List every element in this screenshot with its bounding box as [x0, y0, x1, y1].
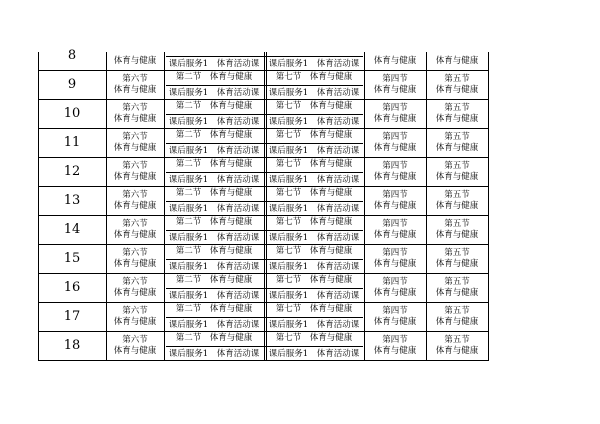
period-subject-label: 第二节 体育与健康 [175, 217, 253, 227]
column-border-inner [266, 52, 267, 70]
column-border [364, 302, 365, 331]
after-school-label: 课后服务1 体育活动课 [268, 261, 360, 272]
period-subject-label: 第二节 体育与健康 [175, 333, 253, 343]
after-school-label: 课后服务1 体育活动课 [168, 174, 260, 185]
column-border [164, 215, 165, 244]
after-school-label: 课后服务1 体育活动课 [168, 87, 260, 98]
after-school-label: 课后服务1 体育活动课 [168, 203, 260, 214]
column-border [264, 186, 265, 215]
column-border [164, 302, 165, 331]
subject-label: 体育与健康 [435, 230, 479, 240]
period-label: 第六节 [122, 335, 148, 345]
after-school-label: 课后服务1 体育活动课 [168, 348, 260, 359]
column-border [488, 157, 489, 186]
subject-label: 体育与健康 [435, 259, 479, 269]
period-subject-label: 第二节 体育与健康 [175, 130, 253, 140]
column-border [38, 157, 39, 186]
subject-label: 体育与健康 [113, 288, 157, 298]
subject-label: 体育与健康 [113, 346, 157, 356]
column-border-inner [266, 273, 267, 302]
column-border [426, 70, 427, 99]
after-school-label: 课后服务1 体育活动课 [268, 174, 360, 185]
period-subject-label: 第二节 体育与健康 [175, 188, 253, 198]
column-border [38, 331, 39, 360]
column-border [264, 99, 265, 128]
subject-label: 体育与健康 [373, 143, 417, 153]
column-border-inner [266, 186, 267, 215]
column-border [106, 331, 107, 360]
column-border [426, 186, 427, 215]
period-label: 第五节 [444, 306, 470, 316]
subject-label: 体育与健康 [373, 288, 417, 298]
column-border [426, 273, 427, 302]
period-label: 第五节 [444, 190, 470, 200]
column-border [364, 331, 365, 360]
column-border [106, 157, 107, 186]
period-label: 第四节 [382, 103, 408, 113]
after-school-label: 课后服务1 体育活动课 [268, 145, 360, 156]
period-label: 第四节 [382, 190, 408, 200]
period-label: 第四节 [382, 219, 408, 229]
column-border [106, 128, 107, 157]
column-border [164, 128, 165, 157]
subject-label: 体育与健康 [373, 172, 417, 182]
column-border [264, 52, 265, 70]
period-label: 第四节 [382, 161, 408, 171]
column-border [38, 302, 39, 331]
column-border [364, 52, 365, 70]
column-border-inner [266, 215, 267, 244]
column-border [38, 215, 39, 244]
column-border [426, 99, 427, 128]
subject-label: 体育与健康 [435, 143, 479, 153]
period-subject-label: 第七节 体育与健康 [275, 130, 353, 140]
column-border [38, 128, 39, 157]
column-border [106, 273, 107, 302]
column-border [264, 244, 265, 273]
after-school-label: 课后服务1 体育活动课 [168, 290, 260, 301]
column-border-inner [266, 70, 267, 99]
column-border [264, 215, 265, 244]
row-number: 11 [63, 134, 81, 150]
column-border [106, 302, 107, 331]
row-border [38, 360, 489, 361]
period-label: 第五节 [444, 335, 470, 345]
column-border [164, 157, 165, 186]
column-border [106, 244, 107, 273]
column-border-inner [266, 99, 267, 128]
subject-label: 体育与健康 [373, 201, 417, 211]
period-label: 第四节 [382, 277, 408, 287]
subject-label: 体育与健康 [113, 114, 157, 124]
column-border [488, 52, 489, 70]
column-border [264, 273, 265, 302]
period-label: 第六节 [122, 132, 148, 142]
column-border [364, 70, 365, 99]
subject-label: 体育与健康 [113, 172, 157, 182]
subject-label: 体育与健康 [113, 85, 157, 95]
period-label: 第五节 [444, 161, 470, 171]
after-school-label: 课后服务1 体育活动课 [168, 58, 260, 69]
row-number: 14 [63, 221, 81, 237]
period-label: 第六节 [122, 248, 148, 258]
column-border-inner [266, 157, 267, 186]
row-number: 10 [63, 105, 81, 121]
after-school-label: 课后服务1 体育活动课 [268, 87, 360, 98]
column-border [426, 52, 427, 70]
column-border [164, 99, 165, 128]
column-border [164, 273, 165, 302]
column-border [364, 99, 365, 128]
period-label: 第六节 [122, 103, 148, 113]
column-border [488, 302, 489, 331]
column-border [264, 157, 265, 186]
column-border [38, 186, 39, 215]
subject-label: 体育与健康 [435, 201, 479, 211]
after-school-label: 课后服务1 体育活动课 [268, 348, 360, 359]
column-border [364, 273, 365, 302]
column-border [488, 186, 489, 215]
period-label: 第五节 [444, 248, 470, 258]
period-label: 第六节 [122, 306, 148, 316]
subject-label: 体育与健康 [113, 317, 157, 327]
column-border [264, 302, 265, 331]
subject-label: 体育与健康 [373, 56, 417, 66]
period-label: 第四节 [382, 74, 408, 84]
column-border [106, 186, 107, 215]
column-border [38, 244, 39, 273]
subject-label: 体育与健康 [373, 114, 417, 124]
subject-label: 体育与健康 [113, 143, 157, 153]
column-border-inner [266, 244, 267, 273]
column-border [264, 70, 265, 99]
period-subject-label: 第七节 体育与健康 [275, 159, 353, 169]
period-subject-label: 第二节 体育与健康 [175, 304, 253, 314]
column-border [488, 244, 489, 273]
period-subject-label: 第七节 体育与健康 [275, 217, 353, 227]
column-border [38, 70, 39, 99]
column-border [106, 52, 107, 70]
column-border [426, 157, 427, 186]
subject-label: 体育与健康 [435, 56, 479, 66]
subject-label: 体育与健康 [435, 346, 479, 356]
subject-label: 体育与健康 [435, 114, 479, 124]
period-label: 第四节 [382, 306, 408, 316]
row-number: 18 [63, 337, 81, 353]
period-label: 第五节 [444, 74, 470, 84]
column-border [364, 128, 365, 157]
subject-label: 体育与健康 [373, 317, 417, 327]
period-label: 第五节 [444, 103, 470, 113]
row-number: 16 [63, 279, 81, 295]
column-border [488, 99, 489, 128]
column-border [426, 302, 427, 331]
after-school-label: 课后服务1 体育活动课 [268, 232, 360, 243]
column-border [164, 186, 165, 215]
period-label: 第五节 [444, 277, 470, 287]
subject-label: 体育与健康 [113, 201, 157, 211]
subject-label: 体育与健康 [435, 317, 479, 327]
column-border-inner [266, 128, 267, 157]
period-subject-label: 第二节 体育与健康 [175, 101, 253, 111]
column-border [38, 273, 39, 302]
after-school-label: 课后服务1 体育活动课 [168, 319, 260, 330]
row-number: 13 [63, 192, 81, 208]
column-border [164, 70, 165, 99]
subject-label: 体育与健康 [373, 230, 417, 240]
subject-label: 体育与健康 [435, 172, 479, 182]
row-number: 8 [67, 47, 77, 63]
column-border [488, 128, 489, 157]
column-border [426, 128, 427, 157]
period-label: 第四节 [382, 335, 408, 345]
after-school-label: 课后服务1 体育活动课 [268, 319, 360, 330]
column-border [264, 128, 265, 157]
subject-label: 体育与健康 [373, 85, 417, 95]
row-number: 15 [63, 250, 81, 266]
column-border [488, 70, 489, 99]
column-border [488, 331, 489, 360]
column-border [488, 273, 489, 302]
row-number: 9 [67, 76, 77, 92]
column-border [38, 52, 39, 70]
period-label: 第六节 [122, 190, 148, 200]
after-school-label: 课后服务1 体育活动课 [168, 261, 260, 272]
subject-label: 体育与健康 [435, 288, 479, 298]
period-label: 第六节 [122, 74, 148, 84]
subject-label: 体育与健康 [373, 259, 417, 269]
period-subject-label: 第七节 体育与健康 [275, 333, 353, 343]
column-border [164, 52, 165, 70]
column-border [38, 99, 39, 128]
period-subject-label: 第二节 体育与健康 [175, 246, 253, 256]
period-subject-label: 第七节 体育与健康 [275, 188, 353, 198]
subject-label: 体育与健康 [113, 56, 157, 66]
after-school-label: 课后服务1 体育活动课 [268, 290, 360, 301]
column-border [488, 215, 489, 244]
period-label: 第四节 [382, 248, 408, 258]
column-border [106, 99, 107, 128]
column-border [164, 244, 165, 273]
period-subject-label: 第七节 体育与健康 [275, 246, 353, 256]
period-label: 第六节 [122, 219, 148, 229]
after-school-label: 课后服务1 体育活动课 [268, 116, 360, 127]
column-border [106, 215, 107, 244]
period-subject-label: 第七节 体育与健康 [275, 101, 353, 111]
subject-label: 体育与健康 [435, 85, 479, 95]
period-subject-label: 第七节 体育与健康 [275, 304, 353, 314]
subject-label: 体育与健康 [113, 259, 157, 269]
row-number: 12 [63, 163, 81, 179]
after-school-label: 课后服务1 体育活动课 [268, 58, 360, 69]
column-border [426, 215, 427, 244]
period-label: 第五节 [444, 132, 470, 142]
period-subject-label: 第七节 体育与健康 [275, 275, 353, 285]
period-label: 第六节 [122, 277, 148, 287]
period-subject-label: 第二节 体育与健康 [175, 159, 253, 169]
column-border-inner [266, 331, 267, 360]
column-border [426, 331, 427, 360]
period-label: 第五节 [444, 219, 470, 229]
column-border [364, 244, 365, 273]
column-border [364, 215, 365, 244]
period-label: 第六节 [122, 161, 148, 171]
after-school-label: 课后服务1 体育活动课 [268, 203, 360, 214]
period-subject-label: 第七节 体育与健康 [275, 72, 353, 82]
after-school-label: 课后服务1 体育活动课 [168, 116, 260, 127]
subject-label: 体育与健康 [373, 346, 417, 356]
column-border [164, 331, 165, 360]
column-border-inner [266, 302, 267, 331]
column-border [426, 244, 427, 273]
column-border [364, 157, 365, 186]
column-border [106, 70, 107, 99]
after-school-label: 课后服务1 体育活动课 [168, 145, 260, 156]
row-number: 17 [63, 308, 81, 324]
subject-label: 体育与健康 [113, 230, 157, 240]
period-label: 第四节 [382, 132, 408, 142]
period-subject-label: 第二节 体育与健康 [175, 275, 253, 285]
after-school-label: 课后服务1 体育活动课 [168, 232, 260, 243]
period-subject-label: 第二节 体育与健康 [175, 72, 253, 82]
column-border [364, 186, 365, 215]
column-border [264, 331, 265, 360]
